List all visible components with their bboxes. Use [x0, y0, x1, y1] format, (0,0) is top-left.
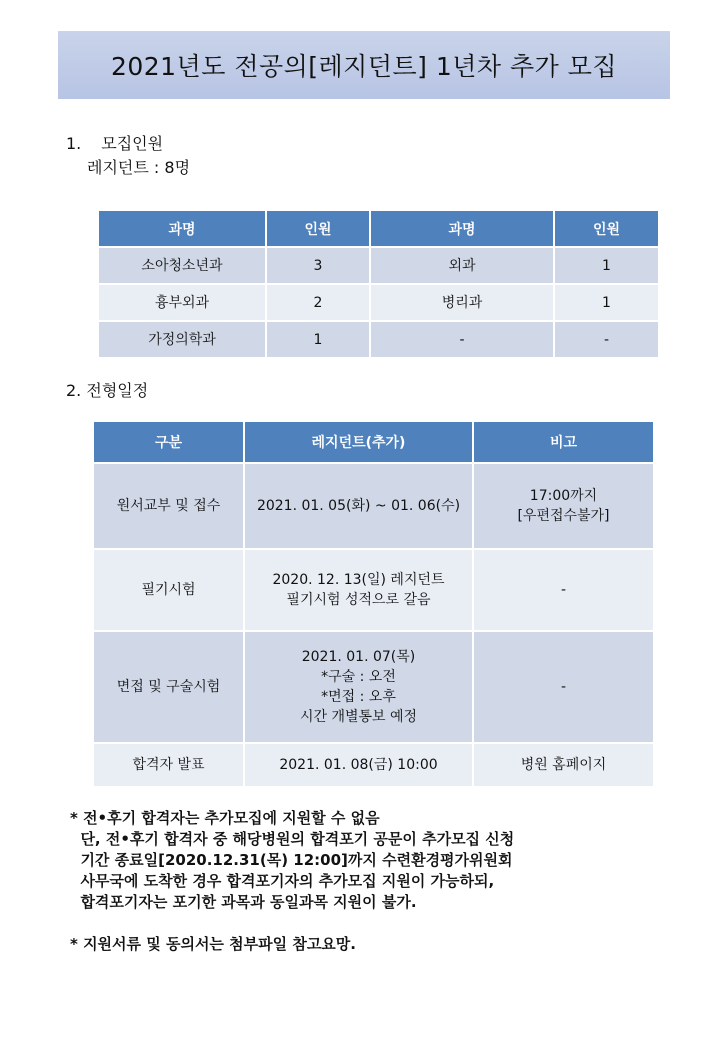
note-line: -	[560, 582, 567, 598]
note-line: [우편접수불가]	[517, 508, 610, 524]
row-detail	[244, 743, 473, 787]
row-label: 합격자 발표	[93, 743, 244, 787]
row-detail	[244, 549, 473, 631]
table-cell: 2	[266, 284, 370, 321]
row-detail	[244, 631, 473, 743]
table-row	[93, 743, 654, 787]
recruit-table-header	[98, 210, 659, 247]
recruit-summary: 레지던트 : 8명	[87, 158, 191, 177]
note-line: 사무국에 도착한 경우 합격포기자의 추가모집 지원이 가능하되,	[70, 872, 495, 890]
detail-line: 2021. 01. 08(금) 10:00	[279, 757, 438, 773]
title-banner	[58, 31, 670, 99]
col-count-2: 인원	[554, 210, 659, 247]
section2-title: 전형일정	[86, 381, 149, 400]
note-line: * 전•후기 합격자는 추가모집에 지원할 수 없음	[70, 809, 380, 827]
note-line: -	[560, 679, 567, 695]
table-row	[93, 463, 654, 549]
col-count-1: 인원	[266, 210, 370, 247]
notes-block	[70, 808, 514, 955]
table-cell: 3	[266, 247, 370, 284]
row-note	[473, 631, 654, 743]
detail-line: 2021. 01. 07(목)	[301, 649, 416, 665]
table-row	[98, 247, 659, 284]
table-cell: -	[554, 321, 659, 358]
col-category: 구분	[93, 421, 244, 463]
detail-line: 시간 개별통보 예정	[299, 709, 418, 725]
col-dept-2: 과명	[370, 210, 554, 247]
table-cell: 1	[266, 321, 370, 358]
row-note	[473, 463, 654, 549]
table-cell: 가정의학과	[98, 321, 266, 358]
detail-line: 필기시험 성적으로 갈음	[286, 592, 431, 608]
section1-number: 1.	[66, 134, 82, 153]
table-cell: 1	[554, 247, 659, 284]
detail-line: 2020. 12. 13(일) 레지던트	[272, 572, 445, 588]
detail-line: 2021. 01. 05(화) ~ 01. 06(수)	[256, 498, 461, 514]
note-spacer	[70, 913, 514, 934]
table-cell: 병리과	[370, 284, 554, 321]
row-detail	[244, 463, 473, 549]
note-line: 기간 종료일[2020.12.31(목) 12:00]까지 수련환경평가위원회	[70, 851, 513, 869]
table-row	[93, 549, 654, 631]
section2-heading	[66, 378, 148, 401]
table-cell: 흉부외과	[98, 284, 266, 321]
table-cell: -	[370, 321, 554, 358]
col-dept-1: 과명	[98, 210, 266, 247]
note-line: * 지원서류 및 동의서는 첨부파일 참고요망.	[70, 935, 356, 953]
row-note	[473, 549, 654, 631]
row-label: 면접 및 구술시험	[93, 631, 244, 743]
detail-line: *구술 : 오전	[321, 669, 396, 685]
page-title: 2021년도 전공의[레지던트] 1년차 추가 모집	[110, 52, 618, 81]
detail-line: *면접 : 오후	[321, 689, 396, 705]
schedule-table-header	[93, 421, 654, 463]
note-line: 17:00까지	[529, 488, 598, 504]
row-note	[473, 743, 654, 787]
table-row	[93, 631, 654, 743]
col-resident: 레지던트(추가)	[244, 421, 473, 463]
section2-number: 2.	[66, 381, 82, 400]
recruit-table	[97, 209, 660, 359]
table-cell: 외과	[370, 247, 554, 284]
table-row	[98, 321, 659, 358]
row-label: 필기시험	[93, 549, 244, 631]
col-remarks: 비고	[473, 421, 654, 463]
table-cell: 소아청소년과	[98, 247, 266, 284]
note-line: 합격포기자는 포기한 과목과 동일과목 지원이 불가.	[70, 893, 417, 911]
note-line: 단, 전•후기 합격자 중 해당병원의 합격포기 공문이 추가모집 신청	[70, 830, 515, 848]
table-row	[98, 284, 659, 321]
section1-title: 모집인원	[101, 134, 164, 153]
note-line: 병원 홈페이지	[520, 757, 607, 773]
schedule-table	[92, 420, 655, 788]
table-cell: 1	[554, 284, 659, 321]
row-label: 원서교부 및 접수	[93, 463, 244, 549]
section1-heading	[66, 131, 163, 154]
